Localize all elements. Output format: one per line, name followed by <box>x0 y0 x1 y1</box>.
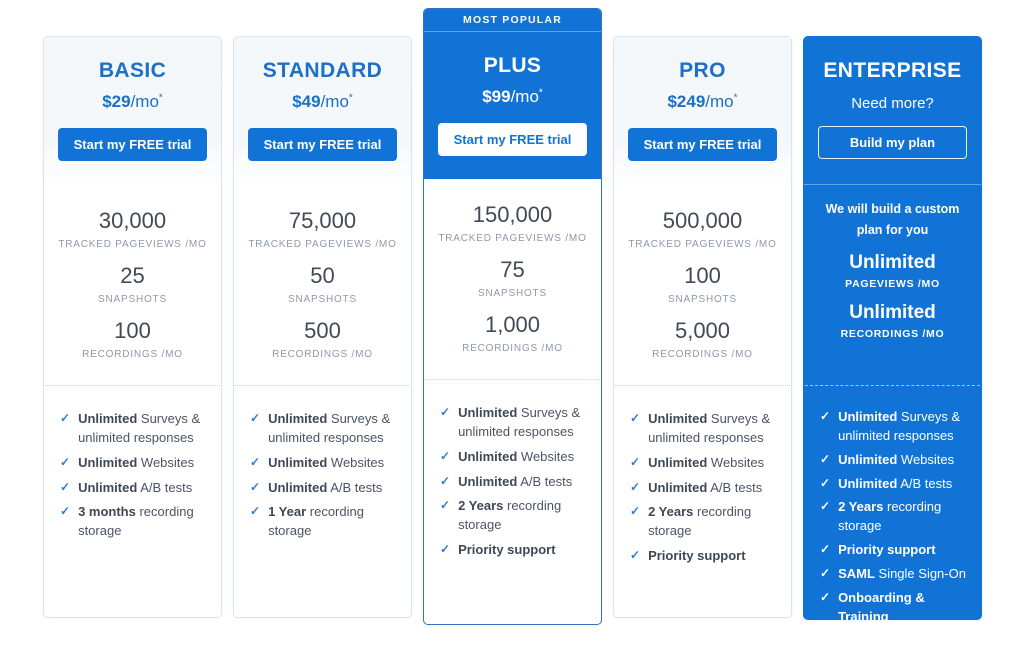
stat-label: SNAPSHOTS <box>478 288 547 299</box>
feature-text: Priority support <box>838 542 936 558</box>
feature-text: Unlimited Websites <box>838 451 955 467</box>
feature-text: Unlimited A/B tests <box>648 479 763 495</box>
feature-item <box>440 473 590 492</box>
feature-item <box>440 497 590 535</box>
feature-text: SAML Single Sign-On <box>838 565 966 581</box>
plan-title: ENTERPRISE <box>823 59 962 82</box>
plan-card-plus <box>423 8 602 625</box>
plan-price: $29/mo* <box>102 92 163 111</box>
feature-item <box>630 547 780 566</box>
stat-label: RECORDINGS /MO <box>82 349 183 360</box>
plan-price: $99/mo* <box>482 87 543 106</box>
plan-title: STANDARD <box>262 59 383 82</box>
stat-value: 25 <box>120 263 145 288</box>
feature-text: 2 Years recording storage <box>838 499 942 534</box>
check-icon: ✓ <box>820 475 831 490</box>
feature-text: Unlimited Websites <box>458 448 575 464</box>
plan-title: BASIC <box>98 59 167 82</box>
feature-item <box>820 498 970 536</box>
stat-label: RECORDINGS /MO <box>840 328 945 341</box>
feature-text: Priority support <box>458 542 556 558</box>
feature-item <box>630 479 780 498</box>
stat-label: RECORDINGS /MO <box>462 343 563 354</box>
plan-stats <box>614 185 791 385</box>
features-list <box>45 385 220 541</box>
check-icon: ✓ <box>440 542 451 557</box>
stat-label: RECORDINGS /MO <box>652 349 753 360</box>
start-free-trial-button[interactable]: Start my FREE trial <box>248 128 397 161</box>
stat-value: 5,000 <box>674 318 731 343</box>
plan-card-pro <box>613 36 792 618</box>
feature-text: 3 months recording storage <box>78 504 194 539</box>
check-icon: ✓ <box>60 479 71 494</box>
start-free-trial-button[interactable]: Start my FREE trial <box>58 128 207 161</box>
feature-item <box>440 404 590 442</box>
stat-value: Unlimited <box>849 252 936 274</box>
check-icon: ✓ <box>820 589 831 604</box>
plan-header <box>44 37 221 185</box>
plan-stats <box>804 185 981 385</box>
feature-text: Onboarding & Training <box>838 589 925 624</box>
feature-item <box>60 503 210 541</box>
stat-value: 100 <box>114 318 151 343</box>
feature-item <box>630 410 780 448</box>
feature-text: 2 Years recording storage <box>648 504 752 539</box>
stat-value: 500,000 <box>662 208 743 233</box>
check-icon: ✓ <box>630 548 641 563</box>
plan-card-standard <box>233 36 412 618</box>
feature-item <box>250 410 400 448</box>
check-icon: ✓ <box>630 454 641 469</box>
feature-text: Unlimited Websites <box>648 454 765 470</box>
plan-header <box>804 37 981 185</box>
plan-card-enterprise <box>803 36 982 624</box>
check-icon: ✓ <box>820 499 831 514</box>
stat-label: TRACKED PAGEVIEWS /MO <box>438 233 587 244</box>
feature-text: Unlimited Surveys & unlimited responses <box>648 411 771 445</box>
check-icon: ✓ <box>630 479 641 494</box>
check-icon: ✓ <box>250 411 261 425</box>
plan-stats <box>424 179 601 379</box>
stat-label: TRACKED PAGEVIEWS /MO <box>248 239 397 250</box>
check-icon: ✓ <box>820 542 831 557</box>
check-icon: ✓ <box>60 454 71 469</box>
check-icon: ✓ <box>440 448 451 463</box>
check-icon: ✓ <box>250 504 261 519</box>
plan-header <box>234 37 411 185</box>
plan-subtitle: Need more? <box>851 95 934 112</box>
stat-label: SNAPSHOTS <box>668 294 737 305</box>
feature-text: Priority support <box>648 548 746 564</box>
feature-text: 2 Years recording storage <box>458 498 562 533</box>
feature-item <box>820 475 970 494</box>
feature-item <box>60 479 210 498</box>
check-icon: ✓ <box>820 409 831 423</box>
check-icon: ✓ <box>250 454 261 469</box>
stat-label: RECORDINGS /MO <box>272 349 373 360</box>
feature-item <box>820 589 970 627</box>
enterprise-stats <box>804 252 981 340</box>
plan-stats <box>44 185 221 385</box>
feature-item <box>820 565 970 584</box>
most-popular-badge: MOST POPULAR <box>424 9 601 32</box>
start-free-trial-button[interactable]: Start my FREE trial <box>438 123 587 156</box>
stat-value: 150,000 <box>472 202 553 227</box>
stat-value: 100 <box>684 263 721 288</box>
stat-label: SNAPSHOTS <box>98 294 167 305</box>
stat-value: 1,000 <box>484 312 541 337</box>
features-list <box>615 385 790 566</box>
features-list <box>805 385 980 626</box>
feature-text: Unlimited Surveys & unlimited responses <box>78 411 201 445</box>
check-icon: ✓ <box>820 451 831 466</box>
stat-value: 75 <box>500 257 525 282</box>
features-list <box>425 379 600 560</box>
stat-value: 75,000 <box>288 208 357 233</box>
plan-title: PLUS <box>483 54 542 77</box>
feature-text: 1 Year recording storage <box>268 504 364 539</box>
check-icon: ✓ <box>440 405 451 419</box>
feature-text: Unlimited A/B tests <box>268 479 383 495</box>
plan-card-basic <box>43 36 222 618</box>
feature-text: Unlimited Websites <box>78 454 195 470</box>
feature-text: Unlimited Surveys & unlimited responses <box>458 405 581 439</box>
feature-text: Unlimited Surveys & unlimited responses <box>838 409 961 443</box>
feature-item <box>440 448 590 467</box>
check-icon: ✓ <box>440 498 451 513</box>
stat-value: 30,000 <box>98 208 167 233</box>
feature-text: Unlimited A/B tests <box>78 479 193 495</box>
feature-item <box>250 479 400 498</box>
feature-item <box>630 454 780 473</box>
plan-header <box>424 32 601 179</box>
feature-item <box>60 454 210 473</box>
feature-item <box>820 408 970 446</box>
stat-label: TRACKED PAGEVIEWS /MO <box>58 239 207 250</box>
feature-text: Unlimited A/B tests <box>838 475 953 491</box>
feature-item <box>820 451 970 470</box>
feature-item <box>60 410 210 448</box>
stat-label: PAGEVIEWS /MO <box>845 278 940 291</box>
feature-item <box>630 503 780 541</box>
check-icon: ✓ <box>630 504 641 519</box>
plan-price: $49/mo* <box>292 92 353 111</box>
plan-header <box>614 37 791 185</box>
features-list <box>235 385 410 541</box>
feature-text: Unlimited Surveys & unlimited responses <box>268 411 391 445</box>
check-icon: ✓ <box>630 411 641 425</box>
check-icon: ✓ <box>250 479 261 494</box>
check-icon: ✓ <box>440 473 451 488</box>
feature-text: Unlimited A/B tests <box>458 473 573 489</box>
stat-label: TRACKED PAGEVIEWS /MO <box>628 239 777 250</box>
feature-item <box>250 503 400 541</box>
stat-value: Unlimited <box>849 302 936 324</box>
stat-value: 500 <box>304 318 341 343</box>
start-free-trial-button[interactable]: Start my FREE trial <box>628 128 777 161</box>
check-icon: ✓ <box>820 565 831 580</box>
feature-item <box>820 541 970 560</box>
check-icon: ✓ <box>60 504 71 519</box>
custom-plan-note: We will build a custom plan for you <box>825 202 960 237</box>
stat-label: SNAPSHOTS <box>288 294 357 305</box>
feature-item <box>250 454 400 473</box>
plan-title: PRO <box>679 59 726 82</box>
build-my-plan-button[interactable]: Build my plan <box>818 126 967 159</box>
plan-stats <box>234 185 411 385</box>
plan-price: $249/mo* <box>667 92 738 111</box>
check-icon: ✓ <box>60 411 71 425</box>
stat-value: 50 <box>310 263 335 288</box>
feature-item <box>440 541 590 560</box>
feature-text: Unlimited Websites <box>268 454 385 470</box>
